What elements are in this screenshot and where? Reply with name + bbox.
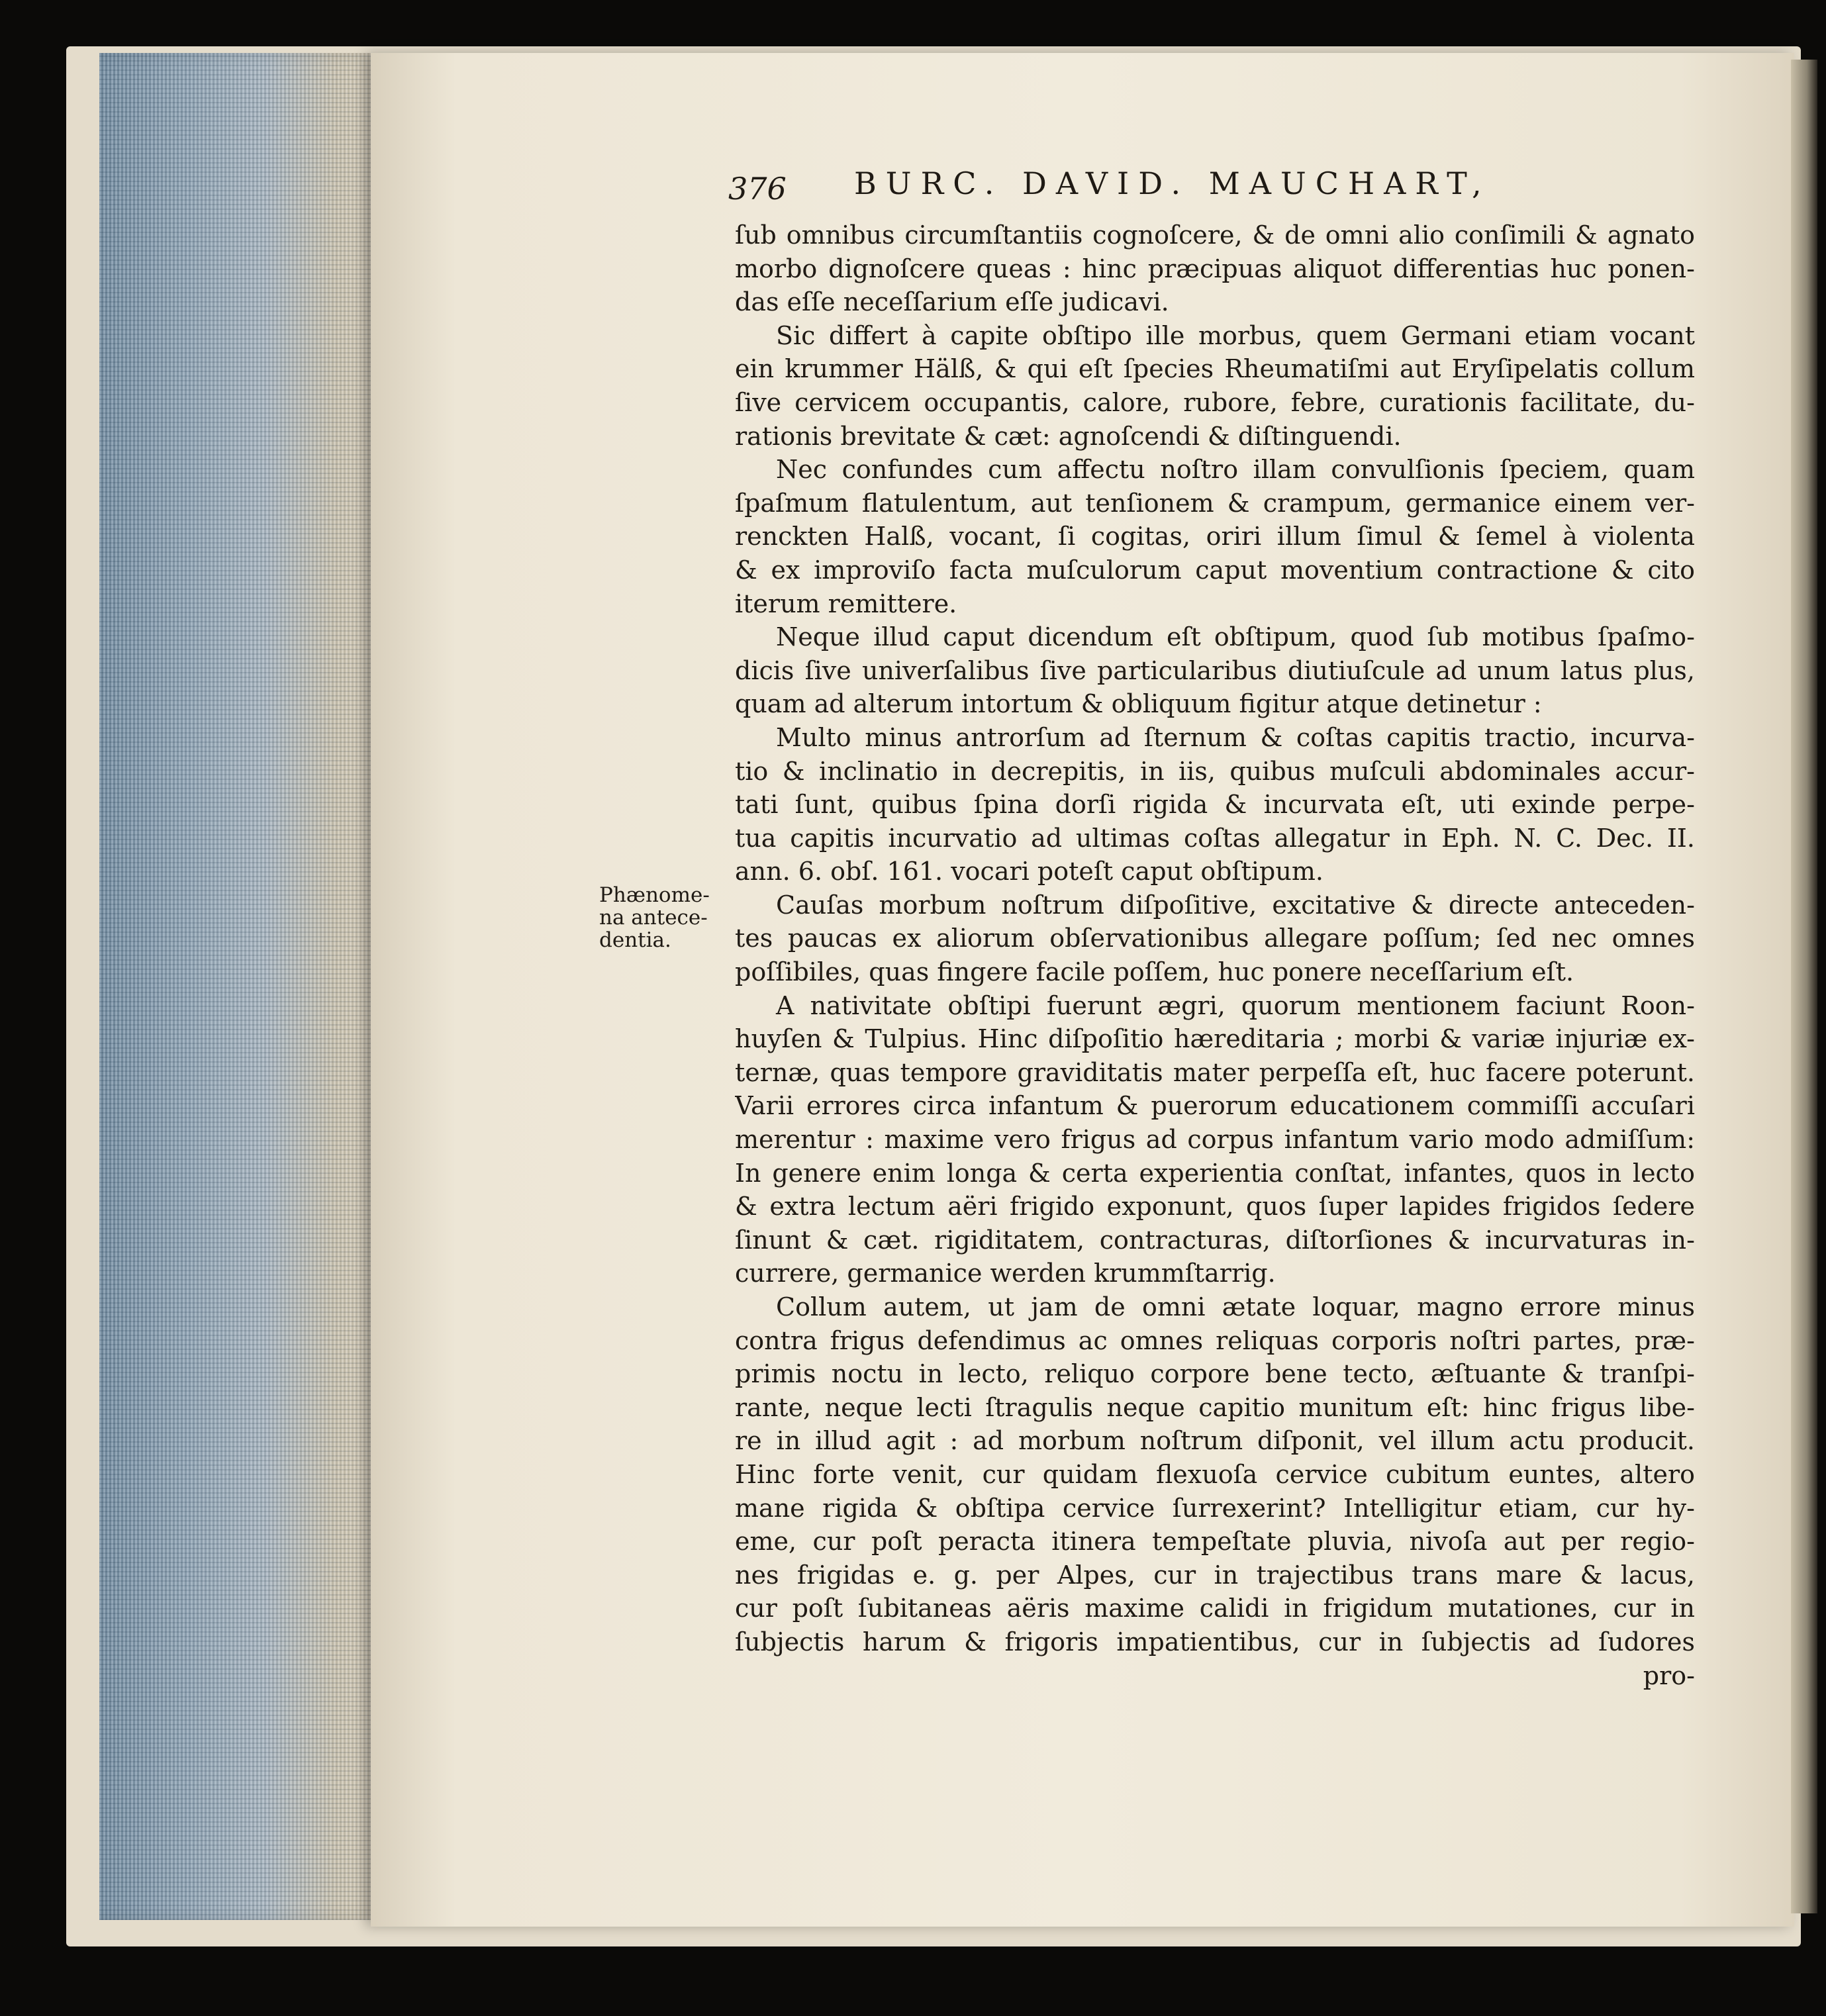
text-line: rationis brevitate & cæt: agnoſcendi & diſtinguendi. bbox=[735, 421, 1402, 451]
text-line: quam ad alterum intortum & obliquum figitur atque detinetur : bbox=[735, 689, 1542, 719]
text-line: tua capitis incurvatio ad ultimas coſtas allegatur in Eph. N. C. Dec. II. bbox=[735, 823, 1695, 853]
page-number: 376 bbox=[728, 171, 787, 207]
text-line: Nec confundes cum affectu noſtro illam convulſionis ſpeciem, quam bbox=[776, 455, 1695, 485]
text-line: ein krummer Hälß, & qui eſt ſpecies Rheumatiſmi aut Eryſipelatis collum bbox=[735, 354, 1695, 384]
text-line: morbo dignoſcere queas : hinc præcipuas aliquot differentias huc ponen- bbox=[735, 254, 1695, 283]
text-line: primis noctu in lecto, reliquo corpore bene tecto, æſtuante & tranſpi- bbox=[735, 1359, 1695, 1389]
marginal-note-line: dentia. bbox=[599, 928, 671, 952]
page-header bbox=[728, 166, 1695, 212]
text-line: poſſibiles, quas fingere facile poſſem, huc ponere neceſſarium eſt. bbox=[735, 957, 1574, 987]
marginal-note-line: Phænome- bbox=[599, 883, 710, 907]
text-line: merentur : maxime vero frigus ad corpus infantum vario modo admiſſum: bbox=[735, 1125, 1695, 1155]
text-line: & extra lectum aëri frigido exponunt, quos ſuper lapides frigidos ſedere bbox=[735, 1192, 1695, 1222]
text-line: Multo minus antrorſum ad ſternum & coſtas capitis tractio, incurva- bbox=[776, 722, 1695, 752]
text-line: das eſſe neceſſarium eſſe judicavi. bbox=[735, 287, 1169, 317]
text-line: ternæ, quas tempore graviditatis mater perpeſſa eſt, huc facere poterunt. bbox=[735, 1057, 1695, 1087]
text-line: Cauſas morbum noſtrum diſpoſitive, excitative & directe anteceden- bbox=[776, 890, 1695, 920]
text-line: In genere enim longa & certa experientia conſtat, infantes, quos in lecto bbox=[735, 1158, 1695, 1188]
text-line: Neque illud caput dicendum eſt obſtipum, quod ſub motibus ſpaſmo- bbox=[776, 622, 1695, 652]
text-line: tes paucas ex aliorum obſervationibus allegare poſſum; ſed nec omnes bbox=[735, 924, 1695, 953]
text-line: currere, germanice werden krummſtarrig. bbox=[735, 1259, 1276, 1288]
text-line: re in illud agit : ad morbum noſtrum diſponit, vel illum actu producit. bbox=[735, 1426, 1695, 1456]
marginal-note bbox=[599, 884, 725, 951]
page-block-edges bbox=[99, 53, 377, 1920]
text-line: tio & inclinatio in decrepitis, in iis, quibus muſculi abdominales accur- bbox=[735, 756, 1695, 786]
text-line: tati ſunt, quibus ſpina dorſi rigida & incurvata eſt, uti exinde perpe- bbox=[735, 790, 1695, 820]
text-line: renckten Halß, vocant, ſi cogitas, oriri illum ſimul & ſemel à violenta bbox=[735, 522, 1695, 552]
text-line: & ex improviſo facta muſculorum caput moventium contractione & cito bbox=[735, 555, 1695, 585]
text-line: contra frigus defendimus ac omnes reliquas corporis noſtri partes, præ- bbox=[735, 1325, 1695, 1355]
running-head: BURC. DAVID. MAUCHART, bbox=[854, 166, 1491, 201]
text-line: ſub omnibus circumſtantiis cognoſcere, & de omni alio conſimili & agnato bbox=[735, 220, 1695, 250]
text-line: ſinunt & cæt. rigiditatem, contracturas, diſtorſiones & incurvaturas in- bbox=[735, 1225, 1695, 1255]
text-line: dicis ſive univerſalibus ſive particularibus diutiuſcule ad unum latus plus, bbox=[735, 655, 1695, 685]
text-line: eme, cur poſt peracta itinera tempeſtate pluvia, nivoſa aut per regio- bbox=[735, 1527, 1695, 1557]
text-line: mane rigida & obſtipa cervice ſurrexerint? Intelligitur etiam, cur hy- bbox=[735, 1493, 1695, 1523]
right-page-edge bbox=[1791, 60, 1817, 1913]
text-line: ſubjectis harum & frigoris impatientibus, cur in ſubjectis ad ſudores bbox=[735, 1627, 1695, 1656]
text-line: cur poſt ſubitaneas aëris maxime calidi in frigidum mutationes, cur in bbox=[735, 1594, 1695, 1623]
text-line: ann. 6. obſ. 161. vocari poteſt caput obſtipum. bbox=[735, 857, 1323, 887]
text-line: iterum remittere. bbox=[735, 589, 957, 618]
body-text bbox=[735, 218, 1695, 1692]
text-line: ſpaſmum flatulentum, aut tenſionem & crampum, germanice einem ver- bbox=[735, 488, 1695, 518]
text-line: Sic differt à capite obſtipo ille morbus, quem Germani etiam vocant bbox=[776, 320, 1695, 350]
text-line: A nativitate obſtipi fuerunt ægri, quorum mentionem faciunt Roon- bbox=[776, 990, 1695, 1020]
text-line: rante, neque lecti ſtragulis neque capitio munitum eſt: hinc frigus libe- bbox=[735, 1392, 1695, 1422]
text-line: nes frigidas e. g. per Alpes, cur in trajectibus trans mare & lacus, bbox=[735, 1560, 1695, 1590]
text-line: Varii errores circa infantum & puerorum educationem commiſſi accuſari bbox=[735, 1091, 1695, 1121]
catchword: pro- bbox=[1643, 1660, 1695, 1690]
text-line: huyſen & Tulpius. Hinc diſpoſitio hæreditaria ; morbi & variæ injuriæ ex- bbox=[735, 1024, 1695, 1054]
marginal-note-line: na antece- bbox=[599, 906, 708, 930]
text-line: Hinc forte venit, cur quidam flexuoſa cervice cubitum euntes, altero bbox=[735, 1459, 1695, 1489]
text-line: ſive cervicem occupantis, calore, rubore, febre, curationis facilitate, du- bbox=[735, 387, 1695, 417]
text-line: Collum autem, ut jam de omni ætate loquar, magno errore minus bbox=[776, 1292, 1695, 1321]
